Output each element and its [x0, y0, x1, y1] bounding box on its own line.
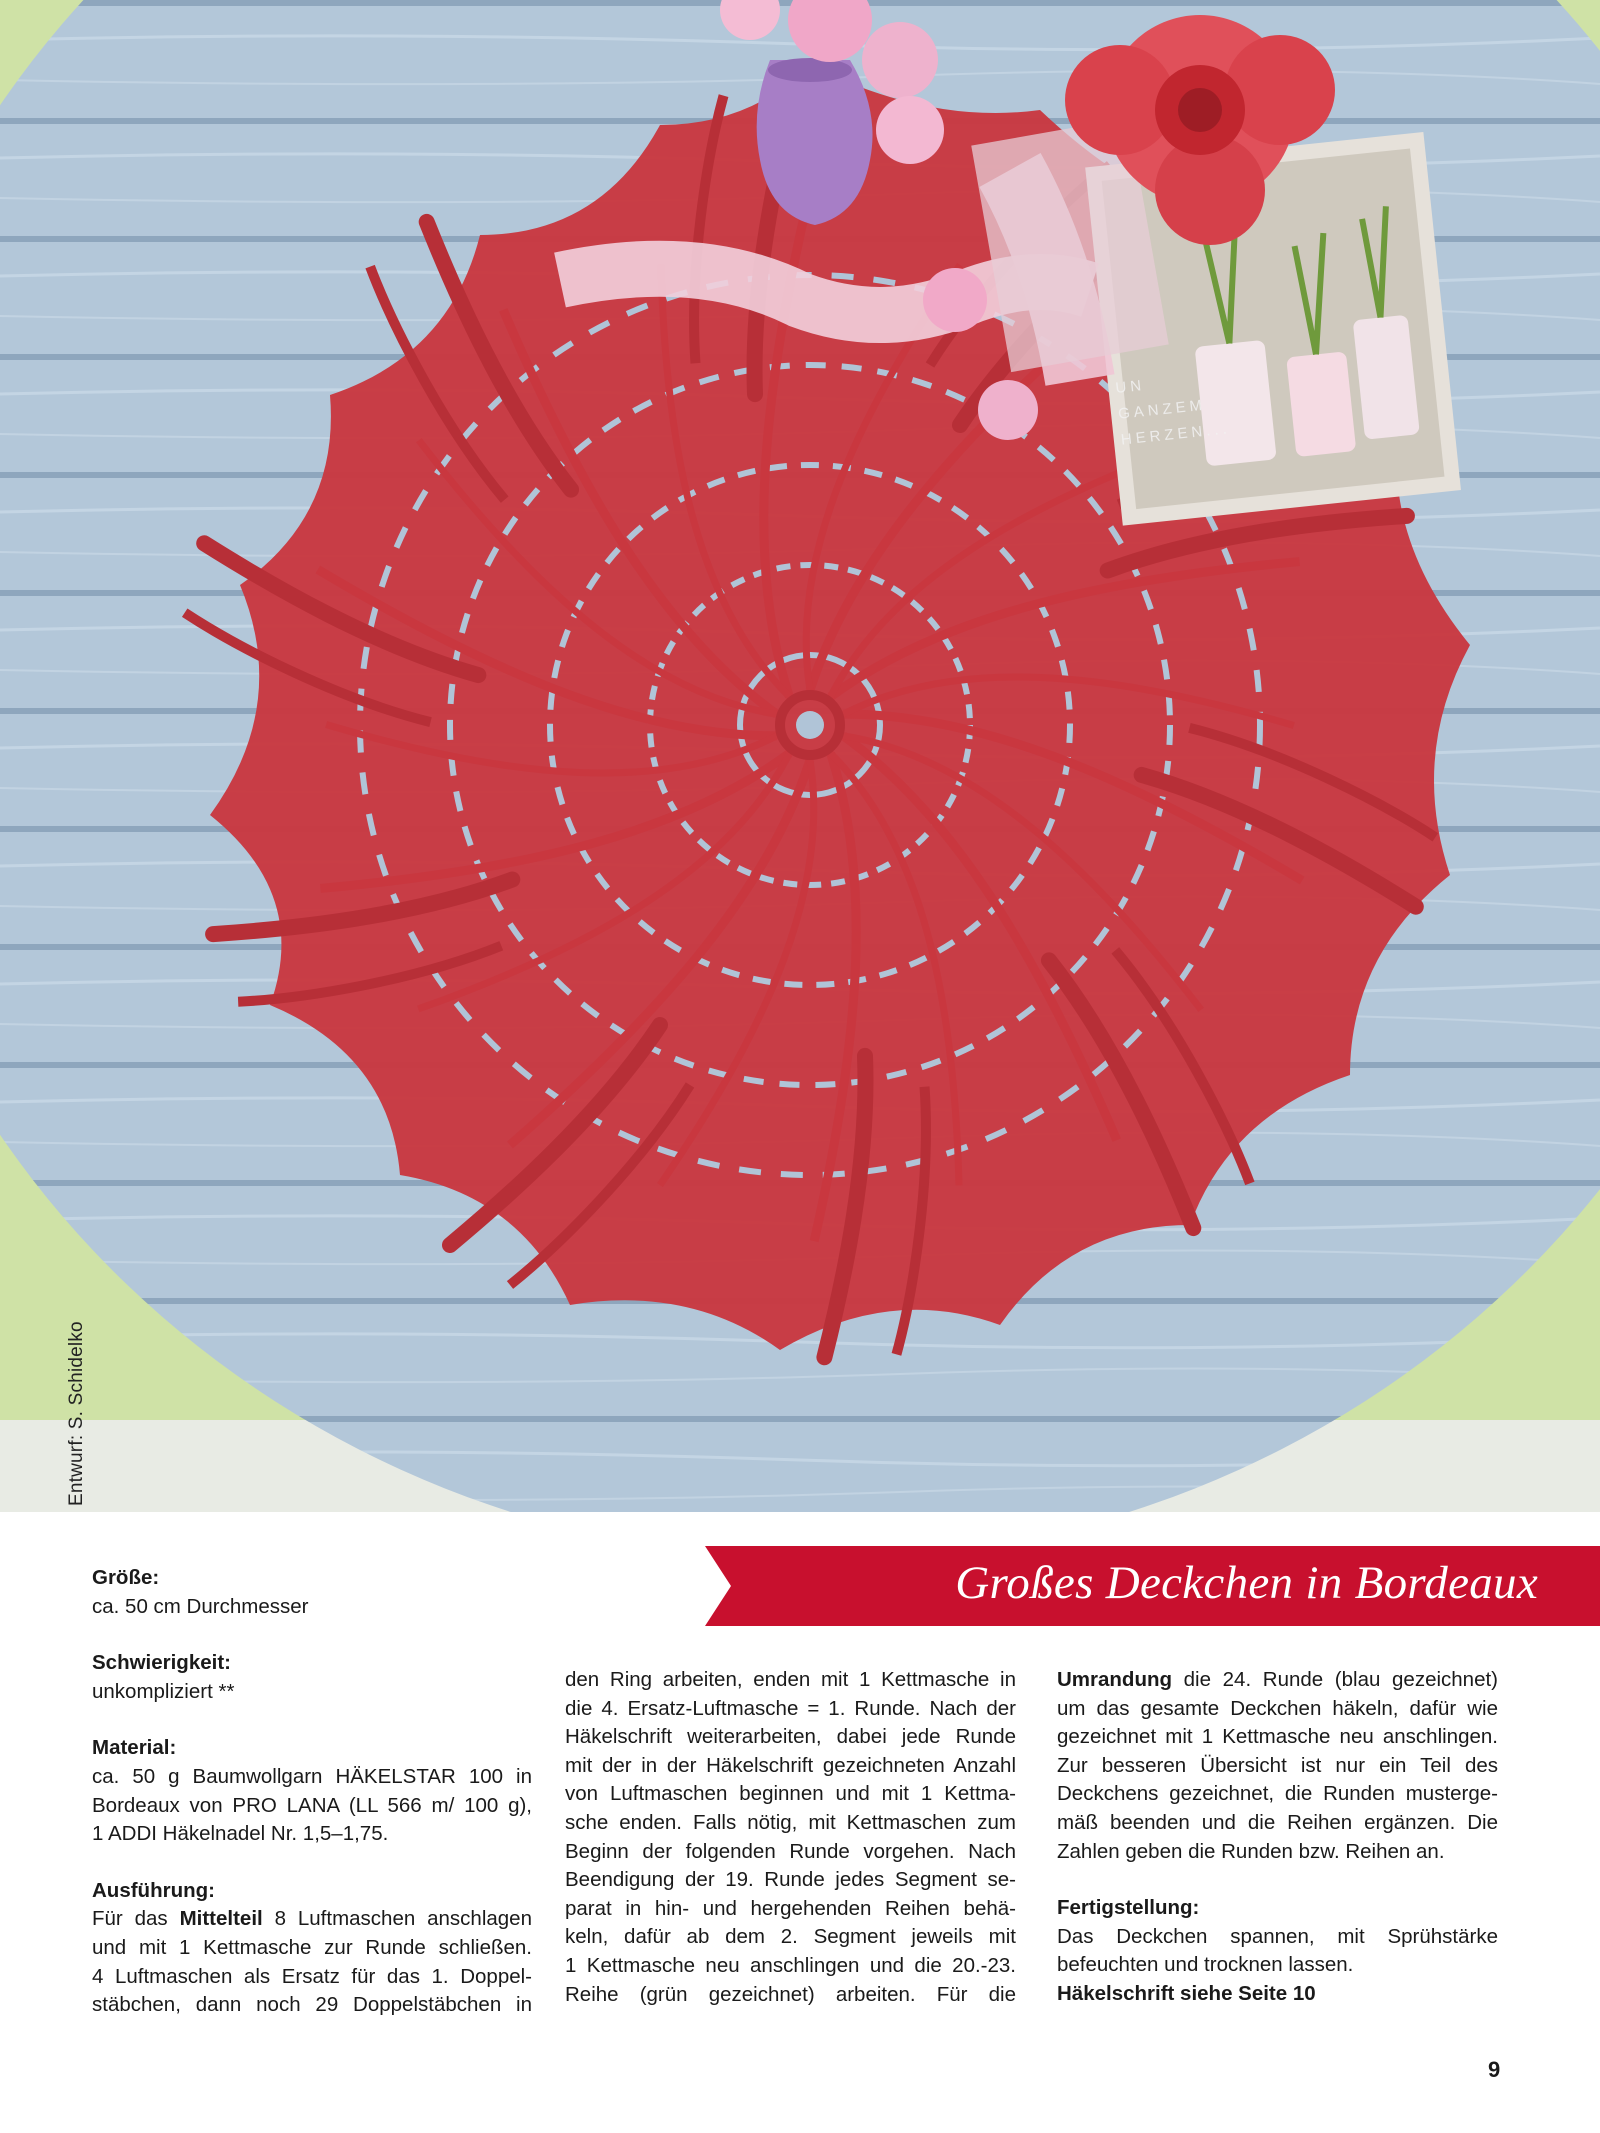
- size-heading: Größe:: [92, 1566, 160, 1589]
- instructions-line: Beendigung der 19. Runde jedes Segment se-: [565, 1868, 1016, 1892]
- term-mittelteil: Mittelteil: [179, 1907, 263, 1931]
- instructions-line: Häkelschrift weiterarbeiten, dabei jede Runde: [565, 1725, 1016, 1749]
- border-line: Umrandung die 24. Runde (blau gezeichnet): [1057, 1668, 1498, 1691]
- material-heading: Material:: [92, 1736, 177, 1760]
- text-column-1: [92, 1564, 532, 2020]
- instructions-line: stäbchen, dann noch 29 Doppelstäbchen in: [92, 1993, 532, 2017]
- text-column-2: [565, 1666, 1016, 2009]
- text-column-3: [1057, 1666, 1498, 2009]
- size-text: ca. 50 cm Durchmesser: [92, 1594, 309, 1618]
- instructions-line: sche enden. Falls nötig, mit Kettmaschen zum: [565, 1810, 1016, 1834]
- instructions-line: 4 Luftmaschen als Ersatz für das 1. Doppel-: [92, 1964, 532, 1988]
- border-line: mäß beenden und die Reihen ergänzen. Die: [1057, 1810, 1498, 1834]
- finishing-line: Das Deckchen spannen, mit Sprühstärke: [1057, 1924, 1498, 1948]
- instructions-line: keln, dafür ab dem 2. Segment jeweils mit: [565, 1925, 1016, 1949]
- instructions-line: die 4. Ersatz-Luftmasche = 1. Runde. Nach der: [565, 1696, 1016, 1720]
- article-title: Großes Deckchen in Bordeaux: [955, 1557, 1538, 1609]
- term-umrandung: Umrandung: [1057, 1668, 1173, 1691]
- postcard-text: UN GANZEM HERZEN...: [1114, 376, 1232, 449]
- photo-credit: Entwurf: S. Schidelko: [66, 1321, 87, 1506]
- instructions-line: Beginn der folgenden Runde vorgehen. Nach: [565, 1839, 1016, 1863]
- difficulty-text: unkompliziert **: [92, 1679, 235, 1703]
- instructions-line: Für das Mittelteil 8 Luftmaschen anschlagen: [92, 1907, 532, 1931]
- border-line: gezeichnet mit 1 Kettmasche neu anschlingen.: [1057, 1725, 1498, 1749]
- material-line: 1 ADDI Häkelnadel Nr. 1,5–1,75.: [92, 1822, 389, 1846]
- border-line: um das gesamte Deckchen häkeln, dafür wie: [1057, 1696, 1498, 1720]
- instructions-line: Reihe (grün gezeichnet) arbeiten. Für die: [565, 1982, 1016, 2006]
- finishing-line: befeuchten und trocknen lassen.: [1057, 1953, 1354, 1977]
- chart-reference: Häkelschrift siehe Seite 10: [1057, 1981, 1316, 2005]
- instructions-line: den Ring arbeiten, enden mit 1 Kettmasche in: [565, 1668, 1016, 1691]
- instructions-line: von Luftmaschen beginnen und mit 1 Kettma-: [565, 1782, 1016, 1806]
- material-line: ca. 50 g Baumwollgarn HÄKELSTAR 100 in: [92, 1764, 532, 1788]
- instructions-line: parat in hin- und hergehenden Reihen behä-: [565, 1896, 1016, 1920]
- finishing-heading: Fertigstellung:: [1057, 1896, 1200, 1920]
- material-line: Bordeaux von PRO LANA (LL 566 m/ 100 g),: [92, 1793, 532, 1817]
- title-banner: [705, 1546, 1600, 1626]
- border-line: Zur besseren Übersicht ist nur ein Teil des: [1057, 1753, 1498, 1777]
- difficulty-heading: Schwierigkeit:: [92, 1651, 231, 1675]
- border-line: Deckchens gezeichnet, die Runden musterge-: [1057, 1782, 1498, 1806]
- instructions-line: 1 Kettmasche neu anschlingen und die 20.-23.: [565, 1953, 1016, 1977]
- instructions-heading: Ausführung:: [92, 1878, 215, 1902]
- border-line: Zahlen geben die Runden bzw. Reihen an.: [1057, 1839, 1445, 1863]
- page-number: 9: [1488, 2057, 1501, 2082]
- instructions-line: und mit 1 Kettmasche zur Runde schließen.: [92, 1935, 532, 1959]
- instructions-line: mit der in der Häkelschrift gezeichneten Anzahl: [565, 1753, 1016, 1777]
